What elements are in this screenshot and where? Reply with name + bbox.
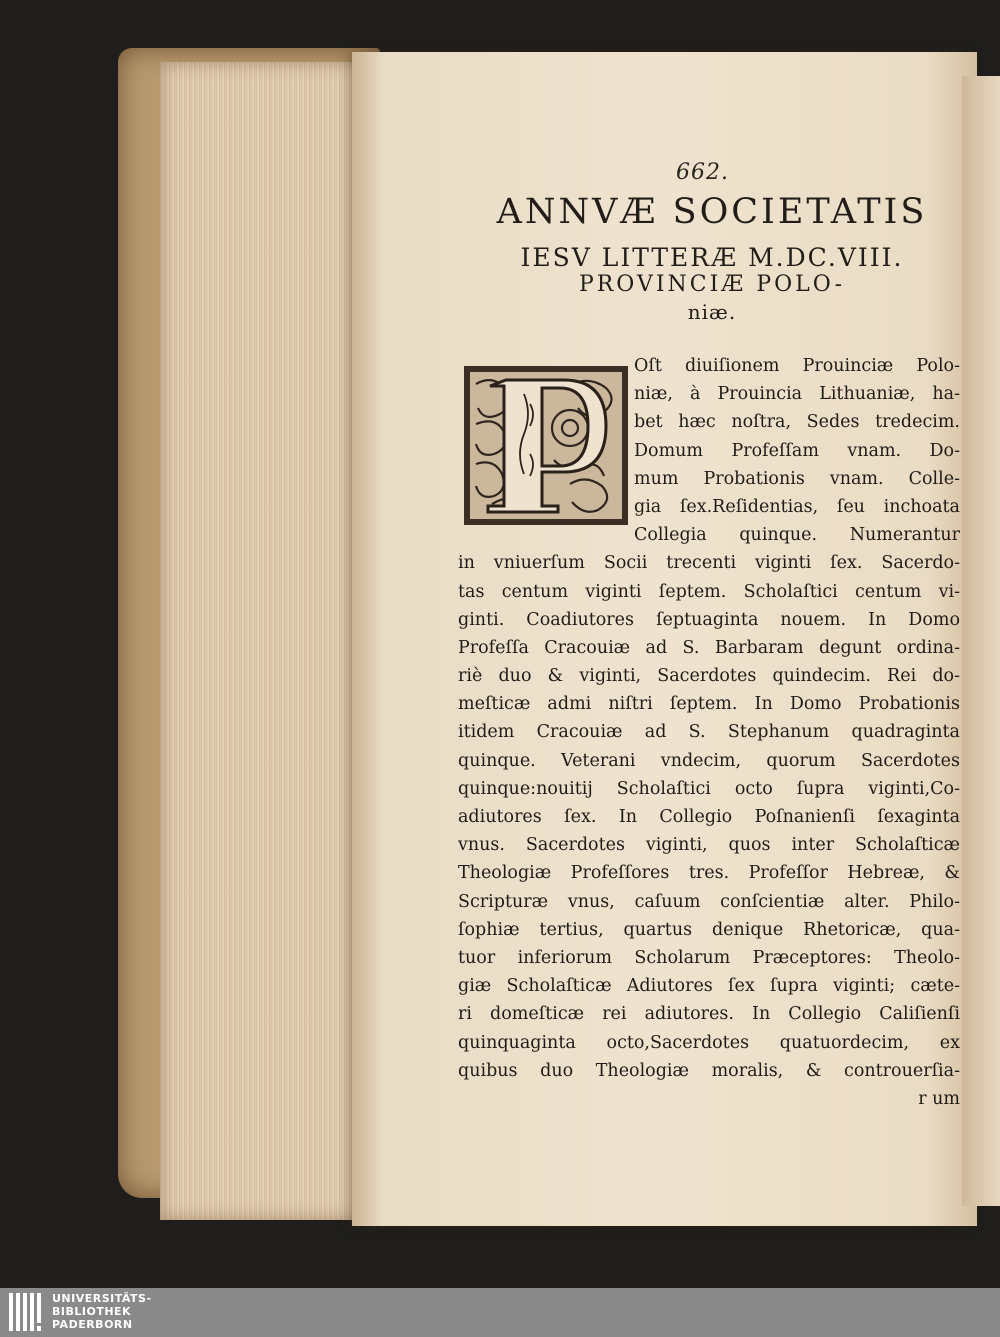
text-line: in vniuerſum Socii trecenti viginti ſex. Sacerdo- bbox=[458, 553, 960, 574]
text-line: mum Probationis vnam. Colle- bbox=[634, 468, 960, 489]
text-line-catchword: r um bbox=[918, 1088, 960, 1109]
facing-page-edge bbox=[962, 76, 1000, 1206]
text-line: Scripturæ vnus, caſuum conſcientiæ alter. Philo- bbox=[458, 891, 960, 912]
text-line: giæ Scholaſticæ Adiutores ſex ſupra viginti; cæte- bbox=[458, 976, 960, 997]
page-number: 662. bbox=[676, 160, 729, 185]
text-line: ginti. Coadiutores ſeptuaginta nouem. In Domo bbox=[458, 609, 960, 630]
text-line: vnus. Sacerdotes viginti, quos inter Scholaſticæ bbox=[458, 835, 960, 856]
library-name-line: PADERBORN bbox=[52, 1318, 133, 1331]
text-line: bet hæc noſtra, Sedes tredecim. bbox=[634, 412, 960, 433]
library-logo-icon bbox=[8, 1291, 46, 1333]
text-line: ſophiæ tertius, quartus denique Rhetoricæ, qua- bbox=[458, 919, 960, 940]
body-text bbox=[458, 352, 960, 1113]
text-line: tuor inferiorum Scholarum Præceptores: Theolo- bbox=[458, 947, 960, 968]
text-line: meſticæ admi niſtri ſeptem. In Domo Probationis bbox=[458, 694, 960, 715]
text-line: Oſt diuiſionem Prouinciæ Polo- bbox=[634, 356, 960, 376]
title-line-4: niæ. bbox=[687, 300, 737, 324]
title-line-1: ANNVÆ SOCIETATIS bbox=[496, 192, 928, 232]
text-line: Theologiæ Profeſſores tres. Profeſſor Hebreæ, & bbox=[458, 863, 960, 884]
text-line: quinquaginta octo,Sacerdotes quatuordecim, ex bbox=[458, 1032, 960, 1053]
library-name-line: UNIVERSITÄTS- bbox=[52, 1292, 152, 1305]
text-line: ri domeſticæ rei adiutores. In Collegio Caliſienſi bbox=[458, 1004, 960, 1025]
text-line: Collegia quinque. Numerantur bbox=[634, 525, 960, 546]
text-line: adiutores ſex. In Collegio Poſnanienſi ſexaginta bbox=[458, 807, 960, 827]
text-line: niæ, à Prouincia Lithuaniæ, ha- bbox=[634, 384, 960, 405]
page-block-edges bbox=[160, 62, 375, 1220]
title-line-2: IESV LITTERÆ M.DC.VIII. bbox=[520, 243, 904, 272]
library-name bbox=[52, 1292, 152, 1331]
text-line: tas centum viginti ſeptem. Scholaſtici centum vi- bbox=[458, 581, 960, 602]
text-line: Domum Profeſſam vnam. Do- bbox=[634, 440, 960, 461]
text-line: quinque:nouitij Scholaſtici octo ſupra viginti,Co- bbox=[458, 778, 960, 799]
text-line: quibus duo Theologiæ moralis, & controuerſia- bbox=[458, 1060, 960, 1081]
text-line: Profeſſa Cracouiæ ad S. Barbaram degunt ordina- bbox=[458, 637, 960, 658]
library-name-line: BIBLIOTHEK bbox=[52, 1305, 132, 1318]
title-line-3: PROVINCIÆ POLO- bbox=[578, 272, 846, 297]
text-line: gia ſex.Reſidentias, ſeu inchoata bbox=[634, 496, 960, 517]
text-line: riè duo & viginti, Sacerdotes quindecim. Rei do- bbox=[458, 666, 960, 687]
text-line: quinque. Veterani vndecim, quorum Sacerdotes bbox=[458, 750, 960, 771]
text-line: itidem Cracouiæ ad S. Stephanum quadraginta bbox=[458, 722, 960, 743]
